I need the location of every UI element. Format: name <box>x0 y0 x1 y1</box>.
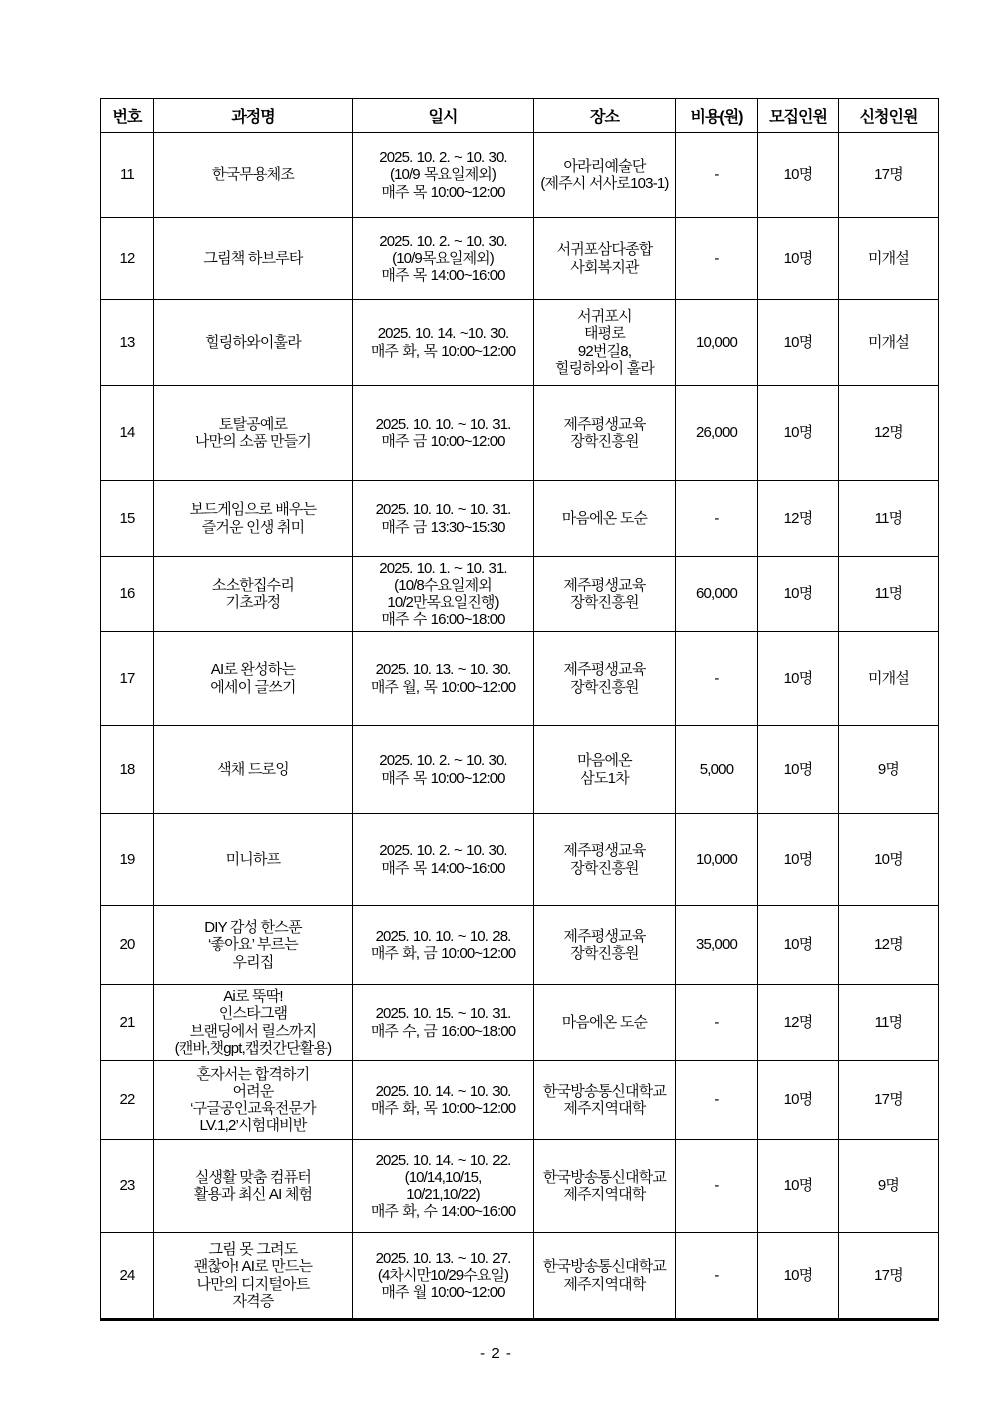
cell-course-name <box>154 386 353 481</box>
table-row <box>101 1061 939 1140</box>
cell-course-name <box>154 632 353 726</box>
cell-place <box>534 632 676 726</box>
cell-line: 힐링하와이 훌라 <box>554 359 655 377</box>
cell-line: 10명 <box>783 1177 813 1195</box>
cell-line: ‘구글공인교육전문가 <box>190 1100 316 1117</box>
cell-line: 매주 금 13:30~15:30 <box>381 518 505 536</box>
cell-line: 22 <box>119 1091 135 1109</box>
cell-schedule <box>353 218 534 300</box>
cell-line: 제주평생교육 <box>563 927 646 945</box>
cell-line: 매주 월, 목 10:00~12:00 <box>370 678 516 696</box>
cell-line: 2025. 10. 14. ~10. 30. <box>377 325 509 343</box>
cell-line: 서귀포삼다종합 <box>556 241 653 259</box>
cell-place <box>534 557 676 632</box>
cell-line: 9명 <box>877 760 900 778</box>
cell-place <box>534 386 676 481</box>
cell-line: 10명 <box>783 760 813 778</box>
cell-line: 마음에온 도순 <box>561 509 648 527</box>
cell-line: 18 <box>119 760 135 778</box>
cell-line: 나만의 소품 만들기 <box>194 433 312 450</box>
cell-line: 11명 <box>874 1013 903 1031</box>
cell-cost <box>676 386 758 481</box>
cell-line: 2025. 10. 10. ~ 10. 31. <box>375 415 511 433</box>
table-row <box>101 726 939 814</box>
cell-line: - <box>714 509 719 527</box>
cell-capacity <box>758 133 839 218</box>
cell-cost <box>676 557 758 632</box>
cell-line: 매주 목 10:00~12:00 <box>381 183 505 201</box>
cell-line: LV.1,2’시험대비반 <box>199 1117 307 1135</box>
cell-line: 19 <box>119 850 135 868</box>
cell-line: 17명 <box>874 1091 903 1109</box>
cell-line: 10,000 <box>695 850 738 868</box>
cell-capacity <box>758 1061 839 1140</box>
cell-course-name <box>154 218 353 300</box>
cell-schedule <box>353 300 534 386</box>
cell-line: 그림책 하브루타 <box>203 249 303 267</box>
cell-line: 10,000 <box>695 333 738 351</box>
cell-line: 10명 <box>783 850 813 868</box>
cell-line: - <box>714 249 719 267</box>
cell-line: 60,000 <box>695 585 738 603</box>
table-row <box>101 481 939 557</box>
cell-number <box>101 218 154 300</box>
cell-capacity <box>758 1233 839 1320</box>
cell-line: 매주 목 14:00~16:00 <box>381 859 505 877</box>
cell-number <box>101 133 154 218</box>
cell-line: 2025. 10. 10. ~ 10. 31. <box>375 501 511 519</box>
header-row <box>101 99 939 133</box>
cell-place <box>534 1233 676 1320</box>
cell-line: 12명 <box>874 424 903 442</box>
cell-line: 혼자서는 합격하기 <box>196 1065 310 1083</box>
cell-line: 미개설 <box>867 249 910 267</box>
cell-line: 5,000 <box>699 760 734 778</box>
cell-capacity <box>758 632 839 726</box>
cell-applicants <box>839 1233 939 1320</box>
cell-line: 미니하프 <box>225 850 281 868</box>
cell-schedule <box>353 632 534 726</box>
cell-line: 2025. 10. 14. ~ 10. 30. <box>375 1082 511 1100</box>
table-row <box>101 300 939 386</box>
cell-capacity <box>758 481 839 557</box>
cell-number <box>101 386 154 481</box>
col-header-capacity: 모집인원 <box>758 99 839 133</box>
cell-capacity <box>758 906 839 985</box>
page-number: - 2 - <box>480 1345 512 1362</box>
cell-line: 미개설 <box>867 669 910 687</box>
cell-line: (제주시 서사로103-1) <box>540 175 669 192</box>
cell-line: 2025. 10. 2. ~ 10. 30. <box>379 149 507 167</box>
cell-line: 17 <box>119 669 135 687</box>
cell-capacity <box>758 726 839 814</box>
cell-line: (4차시만10/29수요일) <box>377 1266 509 1284</box>
cell-line: 13 <box>119 333 135 351</box>
cell-number <box>101 814 154 906</box>
cell-schedule <box>353 814 534 906</box>
cell-line: 26,000 <box>695 424 738 442</box>
cell-number <box>101 557 154 632</box>
cell-line: 10명 <box>783 936 813 954</box>
cell-place <box>534 218 676 300</box>
cell-capacity <box>758 300 839 386</box>
table-row <box>101 133 939 218</box>
table-row <box>101 386 939 481</box>
cell-line: - <box>714 166 719 184</box>
cell-line: 토탈공예로 <box>218 415 288 433</box>
cell-schedule <box>353 906 534 985</box>
cell-schedule <box>353 386 534 481</box>
cell-line: 장학진흥원 <box>570 945 639 962</box>
cell-cost <box>676 1233 758 1320</box>
cell-line: 12명 <box>783 1013 813 1031</box>
cell-capacity <box>758 386 839 481</box>
cell-line: 17명 <box>874 166 903 184</box>
cell-line: 괜찮아! AI로 만드는 <box>193 1258 313 1276</box>
cell-line: 15 <box>119 509 135 527</box>
cell-line: 2025. 10. 2. ~ 10. 30. <box>379 752 507 770</box>
cell-line: 10/21,10/22) <box>406 1186 480 1203</box>
cell-number <box>101 632 154 726</box>
cell-schedule <box>353 1140 534 1233</box>
cell-applicants <box>839 218 939 300</box>
cell-line: 2025. 10. 2. ~ 10. 30. <box>379 842 507 860</box>
cell-line: 삼도1차 <box>580 769 629 787</box>
cell-line: 2025. 10. 10. ~ 10. 28. <box>375 927 511 945</box>
cell-line: 마음에온 <box>577 752 632 770</box>
cell-line: 색채 드로잉 <box>217 760 289 778</box>
table-row <box>101 218 939 300</box>
cell-line: 2025. 10. 13. ~ 10. 30. <box>375 661 511 679</box>
cell-course-name <box>154 985 353 1061</box>
cell-number <box>101 1061 154 1140</box>
cell-course-name <box>154 1061 353 1140</box>
cell-line: 기초과정 <box>225 594 281 611</box>
cell-line: 아라리예술단 <box>563 157 646 175</box>
cell-course-name <box>154 133 353 218</box>
cell-line: 매주 금 10:00~12:00 <box>381 433 505 450</box>
cell-course-name <box>154 814 353 906</box>
cell-line: 매주 화, 목 10:00~12:00 <box>370 342 516 360</box>
cell-line: 10명 <box>783 1266 813 1284</box>
cell-line: 16 <box>119 585 135 603</box>
cell-course-name <box>154 481 353 557</box>
cell-applicants <box>839 481 939 557</box>
cell-line: 92번길8, <box>577 342 632 360</box>
cell-course-name <box>154 1233 353 1320</box>
cell-number <box>101 300 154 386</box>
cell-line: 10/2만목요일진행) <box>387 594 499 611</box>
cell-line: 활용과 최신 AI 체험 <box>193 1186 313 1203</box>
cell-applicants <box>839 1140 939 1233</box>
cell-line: 실생활 맞춤 컴퓨터 <box>194 1168 312 1186</box>
cell-line: 21 <box>119 1013 135 1031</box>
cell-line: 12명 <box>874 936 903 954</box>
cell-place <box>534 133 676 218</box>
cell-applicants <box>839 1061 939 1140</box>
cell-number <box>101 481 154 557</box>
cell-place <box>534 481 676 557</box>
cell-line: 10명 <box>874 850 903 868</box>
cell-line: 인스타그램 <box>218 1005 288 1023</box>
cell-schedule <box>353 726 534 814</box>
cell-number <box>101 985 154 1061</box>
cell-line: 태평로 <box>583 325 626 343</box>
cell-line: 35,000 <box>695 936 738 954</box>
cell-cost <box>676 1061 758 1140</box>
cell-place <box>534 1140 676 1233</box>
cell-course-name <box>154 1140 353 1233</box>
cell-number <box>101 726 154 814</box>
cell-line: 자격증 <box>232 1292 274 1310</box>
cell-line: 한국방송통신대학교 <box>542 1168 667 1186</box>
cell-cost <box>676 726 758 814</box>
cell-line: 2025. 10. 1. ~ 10. 31. <box>379 559 507 577</box>
cell-line: ‘좋아요’ 부르는 <box>207 936 299 954</box>
cell-capacity <box>758 814 839 906</box>
cell-number <box>101 1140 154 1233</box>
cell-applicants <box>839 632 939 726</box>
table-row <box>101 906 939 985</box>
cell-line: 9명 <box>877 1177 900 1195</box>
cell-capacity <box>758 218 839 300</box>
cell-line: - <box>714 1091 719 1109</box>
cell-line: 제주지역대학 <box>563 1100 646 1117</box>
cell-cost <box>676 300 758 386</box>
cell-line: 10명 <box>783 333 813 351</box>
cell-line: 매주 수 16:00~18:00 <box>381 611 505 629</box>
cell-capacity <box>758 557 839 632</box>
cell-applicants <box>839 557 939 632</box>
cell-line: 10명 <box>783 1091 813 1109</box>
cell-applicants <box>839 985 939 1061</box>
cell-number <box>101 906 154 985</box>
cell-line: - <box>714 669 719 687</box>
cell-line: - <box>714 1177 719 1195</box>
cell-line: 어려운 <box>232 1082 274 1100</box>
cell-line: 제주지역대학 <box>563 1186 646 1203</box>
col-header-number: 번호 <box>101 99 154 133</box>
cell-line: 10명 <box>783 424 813 442</box>
cell-capacity <box>758 1140 839 1233</box>
cell-place <box>534 906 676 985</box>
cell-line: 2025. 10. 2. ~ 10. 30. <box>379 232 507 250</box>
col-header-schedule: 일시 <box>353 99 534 133</box>
cell-course-name <box>154 300 353 386</box>
cell-line: AI로 완성하는 <box>210 661 296 679</box>
cell-schedule <box>353 133 534 218</box>
table-row <box>101 985 939 1061</box>
cell-line: 10명 <box>783 166 813 184</box>
cell-place <box>534 985 676 1061</box>
cell-line: (10/9 목요일제외) <box>389 166 496 184</box>
cell-line: 한국무용체조 <box>211 166 295 184</box>
cell-applicants <box>839 133 939 218</box>
table-row <box>101 1233 939 1320</box>
col-header-place: 장소 <box>534 99 676 133</box>
cell-cost <box>676 906 758 985</box>
cell-cost <box>676 814 758 906</box>
cell-place <box>534 726 676 814</box>
cell-line: 11 <box>120 166 134 184</box>
cell-line: 장학진흥원 <box>570 859 639 877</box>
cell-line: 그림 못 그려도 <box>208 1241 298 1259</box>
cell-line: (캔바,챗gpt,캡컷간단활용) <box>174 1039 332 1057</box>
cell-line: 매주 화, 목 10:00~12:00 <box>370 1100 516 1117</box>
cell-applicants <box>839 906 939 985</box>
table-row <box>101 814 939 906</box>
cell-line: 브랜딩에서 릴스까지 <box>189 1022 317 1040</box>
cell-capacity <box>758 985 839 1061</box>
cell-schedule <box>353 985 534 1061</box>
cell-line: 소소한집수리 <box>211 576 295 594</box>
cell-line: 매주 수, 금 16:00~18:00 <box>370 1022 516 1040</box>
cell-place <box>534 814 676 906</box>
cell-line: 매주 화, 금 10:00~12:00 <box>370 945 516 962</box>
cell-line: 우리집 <box>232 953 274 971</box>
course-table-body <box>101 133 939 1320</box>
cell-line: 장학진흥원 <box>570 594 639 611</box>
cell-cost <box>676 218 758 300</box>
cell-line: 2025. 10. 14. ~ 10. 22. <box>375 1151 511 1169</box>
cell-line: 제주평생교육 <box>563 576 646 594</box>
cell-number <box>101 1233 154 1320</box>
cell-line: - <box>714 1266 719 1284</box>
cell-schedule <box>353 481 534 557</box>
col-header-course: 과정명 <box>154 99 353 133</box>
cell-schedule <box>353 1061 534 1140</box>
cell-line: 사회복지관 <box>570 258 639 276</box>
cell-course-name <box>154 906 353 985</box>
cell-line: 11명 <box>874 585 903 603</box>
cell-line: 매주 화, 수 14:00~16:00 <box>370 1203 516 1221</box>
cell-cost <box>676 1140 758 1233</box>
cell-line: 20 <box>119 936 135 954</box>
table-row <box>101 557 939 632</box>
cell-line: 2025. 10. 13. ~ 10. 27. <box>375 1249 511 1267</box>
cell-line: 17명 <box>874 1266 903 1284</box>
cell-applicants <box>839 726 939 814</box>
cell-line: (10/8수요일제외 <box>394 576 492 594</box>
cell-line: 매주 월 10:00~12:00 <box>381 1284 505 1302</box>
cell-line: 제주평생교육 <box>563 415 646 433</box>
cell-schedule <box>353 1233 534 1320</box>
cell-line: 12명 <box>783 509 813 527</box>
cell-line: Ai로 뚝딱! <box>223 988 283 1006</box>
table-row <box>101 1140 939 1233</box>
cell-line: 10명 <box>783 249 813 267</box>
cell-line: 서귀포시 <box>577 308 632 326</box>
cell-applicants <box>839 300 939 386</box>
course-table-header <box>101 99 939 133</box>
cell-line: 나만의 디지털아트 <box>196 1275 310 1293</box>
cell-line: 한국방송통신대학교 <box>542 1258 667 1276</box>
cell-line: - <box>714 1013 719 1031</box>
cell-line: 제주평생교육 <box>563 661 646 679</box>
course-table <box>100 98 939 1321</box>
cell-line: 24 <box>119 1266 135 1284</box>
cell-line: 11명 <box>874 509 903 527</box>
cell-cost <box>676 133 758 218</box>
cell-applicants <box>839 386 939 481</box>
cell-place <box>534 300 676 386</box>
cell-cost <box>676 985 758 1061</box>
cell-line: 10명 <box>783 585 813 603</box>
cell-line: 힐링하와이훌라 <box>205 333 301 351</box>
cell-line: (10/14,10/15, <box>404 1168 482 1186</box>
cell-applicants <box>839 814 939 906</box>
cell-course-name <box>154 726 353 814</box>
cell-line: 마음에온 도순 <box>561 1013 648 1031</box>
cell-line: 2025. 10. 15. ~ 10. 31. <box>375 1005 511 1023</box>
cell-line: 제주평생교육 <box>563 842 646 860</box>
cell-line: 매주 목 10:00~12:00 <box>381 769 505 787</box>
cell-line: DIY 감성 한스푼 <box>204 919 302 937</box>
cell-schedule <box>353 557 534 632</box>
table-row <box>101 632 939 726</box>
cell-line: 23 <box>119 1177 135 1195</box>
cell-line: 제주지역대학 <box>563 1275 646 1293</box>
cell-course-name <box>154 557 353 632</box>
cell-line: 매주 목 14:00~16:00 <box>381 267 505 285</box>
col-header-cost: 비용(원) <box>676 99 758 133</box>
cell-line: 한국방송통신대학교 <box>542 1082 667 1100</box>
cell-line: 에세이 글쓰기 <box>210 678 296 696</box>
cell-line: 장학진흥원 <box>570 678 639 696</box>
cell-place <box>534 1061 676 1140</box>
cell-line: 즐거운 인생 취미 <box>201 518 305 536</box>
cell-line: 보드게임으로 배우는 <box>189 501 317 519</box>
cell-line: (10/9목요일제외) <box>392 249 494 267</box>
col-header-applicants: 신청인원 <box>839 99 939 133</box>
cell-line: 장학진흥원 <box>570 433 639 450</box>
cell-line: 12 <box>119 249 135 267</box>
cell-line: 미개설 <box>867 333 910 351</box>
cell-line: 14 <box>119 424 135 442</box>
cell-line: 10명 <box>783 669 813 687</box>
cell-cost <box>676 632 758 726</box>
cell-cost <box>676 481 758 557</box>
